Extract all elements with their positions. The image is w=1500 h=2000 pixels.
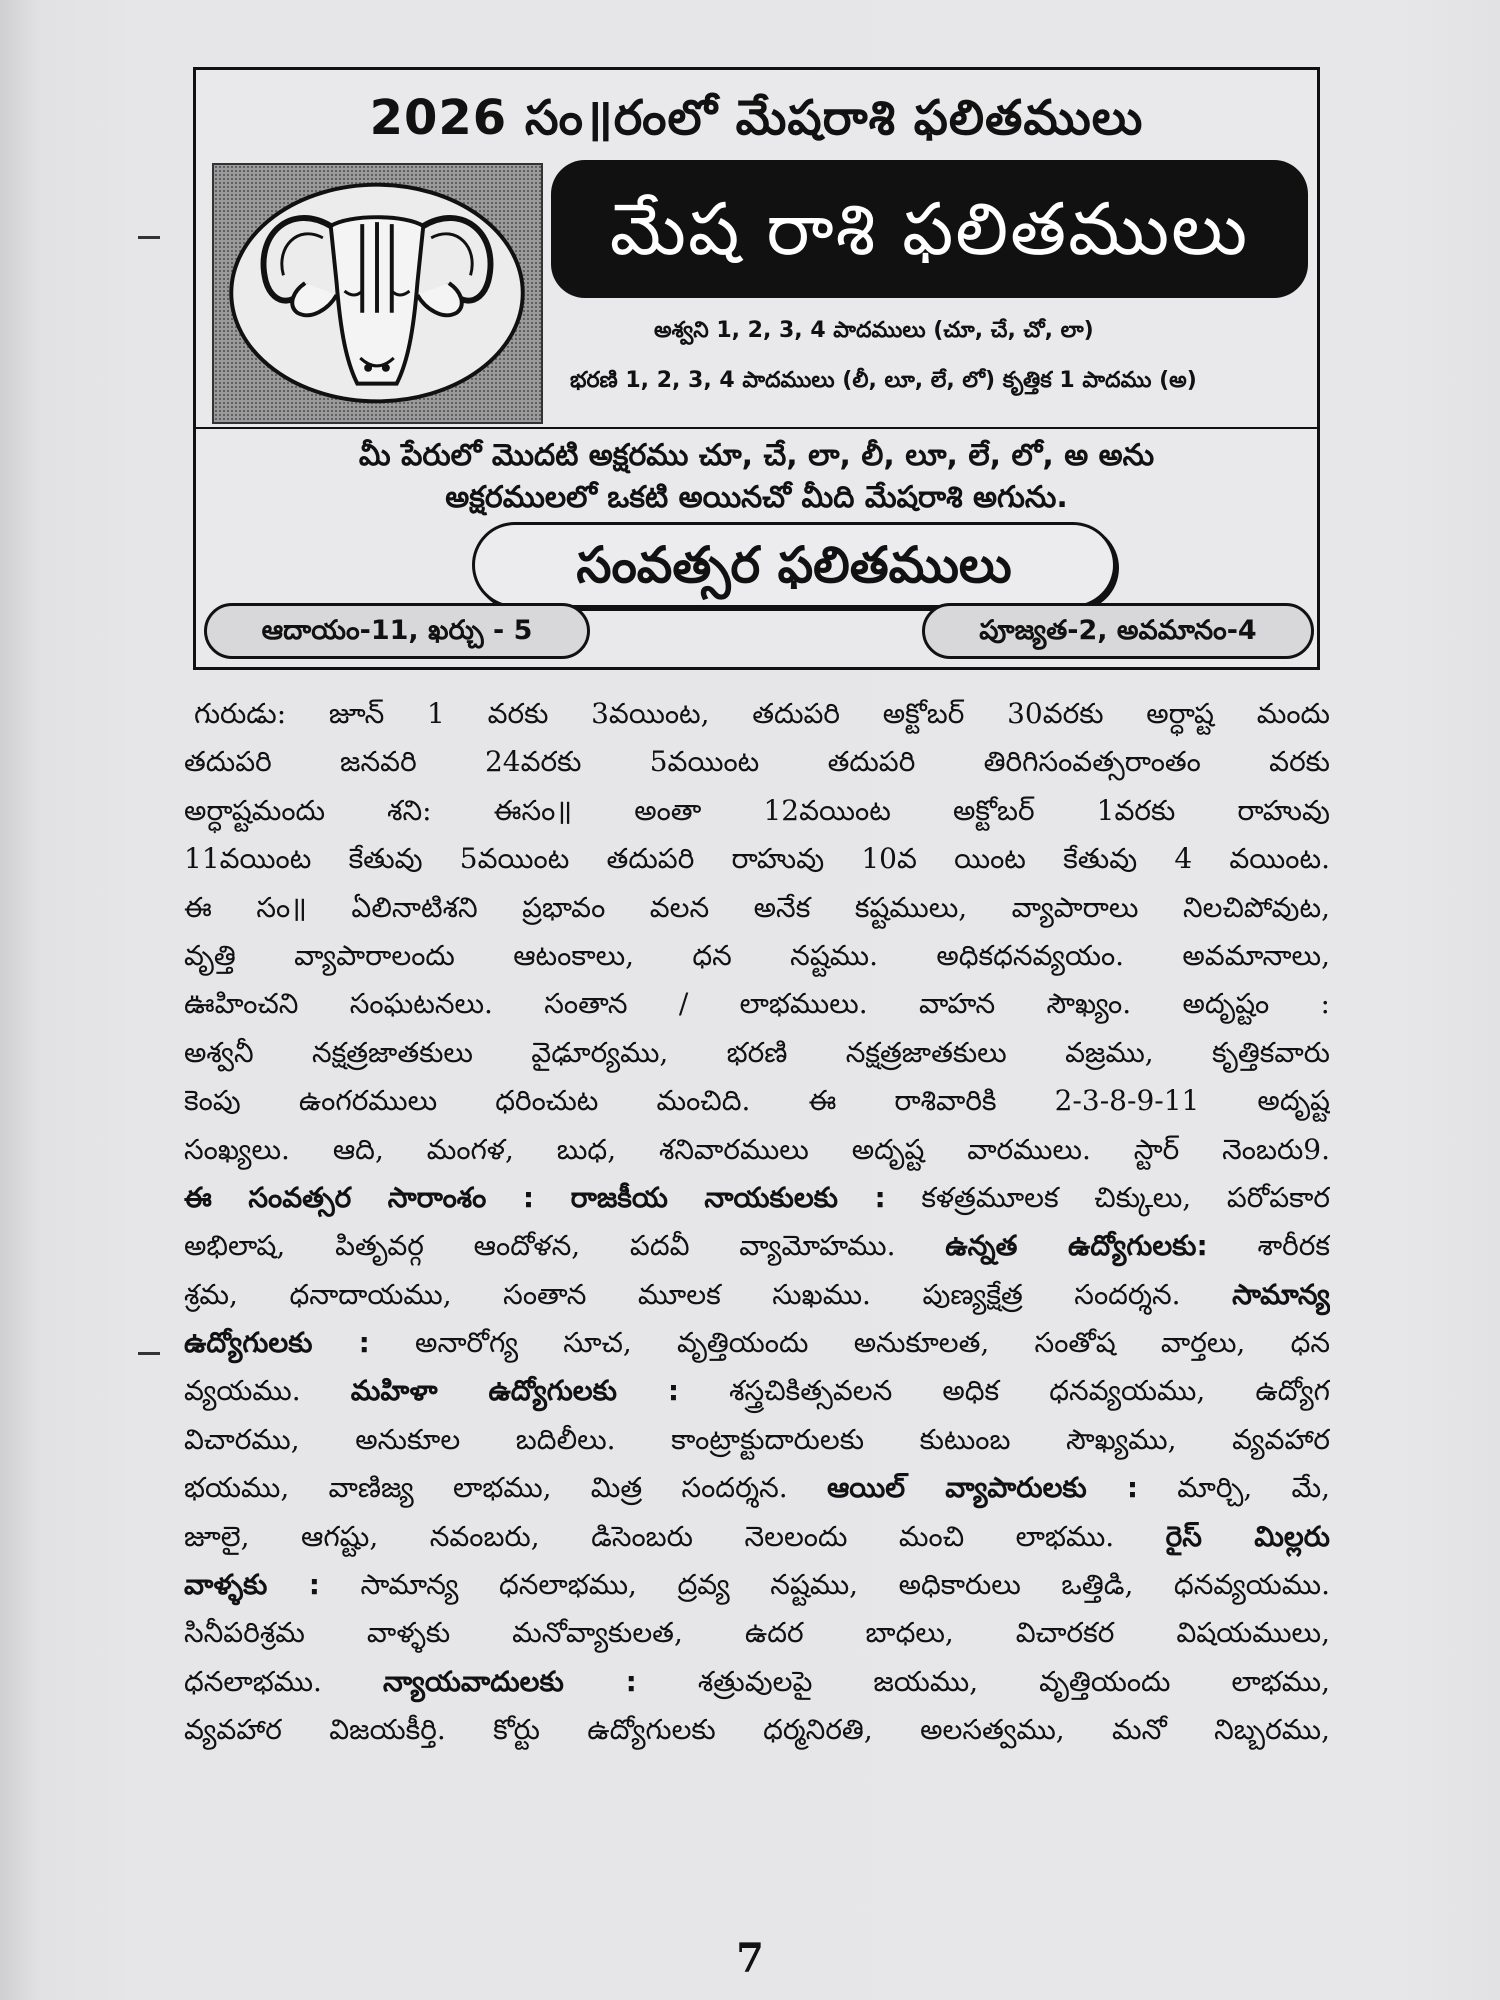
edge-mark xyxy=(138,236,160,239)
text-line: అర్ధాష్టమందు శని: ఈసం॥ అంతా 12వయింట అక్టోబర్ 1వరకు రాహువు xyxy=(184,793,1330,827)
text-line: కెంపు ఉంగరములు ధరించుట మంచిది. ఈ రాశివారికి 2-3-8-9-11 అదృష్ట xyxy=(184,1084,1330,1118)
text-line: సినీపరిశ్రమ వాళ్ళకు మనోవ్యాకులత, ఉదర బాధలు, విచారకర విషయములు, xyxy=(184,1616,1330,1650)
name-letters-line-1: మీ పేరులో మొదటి అక్షరము చూ, చే, లా, లీ, లూ, లే, లో, అ అను xyxy=(358,438,1155,473)
section-heading: ఆయిల్ వ్యాపారులకు : xyxy=(826,1471,1139,1505)
main-title: 2026 సం॥రంలో మేషరాశి ఫలితములు xyxy=(369,90,1144,146)
income-expense-badge: ఆదాయం-11, ఖర్చు - 5 xyxy=(204,603,590,659)
text-line: ఈ సం॥ ఏలినాటిశని ప్రభావం వలన అనేక కష్టములు, వ్యాపారాలు నిలచిపోవుట, xyxy=(184,890,1330,924)
text-line: శ్రమ, ధనాదాయము, సంతాన మూలక సుఖము. పుణ్యక్షేత్ర సందర్శన. సామాన్య xyxy=(184,1277,1330,1311)
name-letters-line-2: అక్షరములలో ఒకటి అయినచో మీది మేషరాశి అగును. xyxy=(445,480,1068,515)
text-line: అశ్వనీ నక్షత్రజాతకులు వైఢూర్యము, భరణి నక్షత్రజాతకులు వజ్రము, కృత్తికవారు xyxy=(184,1035,1330,1069)
honor-insult-badge: పూజ్యత-2, అవమానం-4 xyxy=(922,603,1314,659)
text-line: వాళ్ళకు : సామాన్య ధనలాభము, ద్రవ్య నష్టము, అధికారులు ఒత్తిడి, ధనవ్యయము. xyxy=(184,1568,1330,1602)
body-text xyxy=(184,690,1330,1755)
page-number: 7 xyxy=(736,1935,764,1982)
section-heading: సామాన్య xyxy=(1232,1277,1330,1311)
aries-emblem xyxy=(212,163,543,424)
text-line: వ్యయము. మహిళా ఉద్యోగులకు : శస్త్రచికిత్సవలన అధిక ధనవ్యయము, ఉద్యోగ xyxy=(184,1374,1330,1408)
text-line: అభిలాష, పితృవర్గ ఆందోళన, పదవీ వ్యామోహము. ఉన్నత ఉద్యోగులకు: శారీరక xyxy=(184,1229,1330,1263)
year-results-title: సంవత్సర ఫలితములు xyxy=(472,522,1116,608)
section-heading: రైస్ మిల్లరు xyxy=(1165,1519,1330,1553)
section-heading: న్యాయవాదులకు : xyxy=(382,1664,637,1698)
edge-mark xyxy=(138,1352,160,1355)
text-line: గురుడు: జూన్ 1 వరకు 3వయింట, తదుపరి అక్టోబర్ 30వరకు అర్ధాష్ట మందు xyxy=(194,697,1330,730)
sign-banner: మేష రాశి ఫలితములు xyxy=(551,160,1308,298)
text-line: వ్యవహార విజయకీర్తి. కోర్టు ఉద్యోగులకు ధర్మనిరతి, అలసత్వము, మనో నిబ్బరము, xyxy=(184,1713,1330,1747)
text-line: భయము, వాణిజ్య లాభము, మిత్ర సందర్శన. ఆయిల్ వ్యాపారులకు : మార్చి, మే, xyxy=(184,1471,1330,1505)
ram-head-icon xyxy=(214,165,541,422)
text-line: ఉద్యోగులకు : అనారోగ్య సూచ, వృత్తియందు అనుకూలత, సంతోష వార్తలు, ధన xyxy=(184,1326,1330,1360)
text-line: ఈ సంవత్సర సారాంశం : రాజకీయ నాయకులకు : కళత్రమూలక చిక్కులు, పరోపకార xyxy=(184,1180,1330,1214)
text-line: విచారము, అనుకూల బదిలీలు. కాంట్రాక్టుదారులకు కుటుంబ సౌఖ్యము, వ్యవహార xyxy=(184,1422,1330,1456)
section-heading: ఉద్యోగులకు : xyxy=(184,1326,370,1360)
section-heading: మహిళా ఉద్యోగులకు : xyxy=(350,1374,680,1408)
text-line: ధనలాభము. న్యాయవాదులకు : శత్రువులపై జయము, వృత్తియందు లాభము, xyxy=(184,1664,1330,1698)
text-line: 11వయింట కేతువు 5వయింట తదుపరి రాహువు 10వ యింట కేతువు 4 వయింట. xyxy=(184,842,1330,876)
nakshatra-bharani-krittika: భరణి 1, 2, 3, 4 పాదములు (లీ, లూ, లే, లో) కృత్తిక 1 పాదము (అ) xyxy=(570,368,1197,393)
section-heading: ఉన్నత ఉద్యోగులకు: xyxy=(945,1229,1208,1263)
text-line: సంఖ్యలు. ఆది, మంగళ, బుధ, శనివారములు అదృష్ట వారములు. స్టార్ నెంబరు9. xyxy=(184,1132,1330,1166)
section-heading: వాళ్ళకు : xyxy=(184,1568,320,1602)
section-heading: ఈ సంవత్సర సారాంశం : రాజకీయ నాయకులకు : xyxy=(184,1180,886,1214)
text-line: జూలై, ఆగష్టు, నవంబరు, డిసెంబరు నెలలందు మంచి లాభము. రైస్ మిల్లరు xyxy=(184,1519,1330,1553)
text-line: ఊహించని సంఘటనలు. సంతాన / లాభములు. వాహన సౌఖ్యం. అదృష్టం : xyxy=(184,987,1330,1021)
text-line: వృత్తి వ్యాపారాలందు ఆటంకాలు, ధన నష్టము. అధికధనవ్యయం. అవమానాలు, xyxy=(184,938,1330,972)
divider xyxy=(196,427,1317,429)
nakshatra-ashwini: అశ్వని 1, 2, 3, 4 పాదములు (చూ, చే, చో, లా) xyxy=(654,318,1094,343)
header-box xyxy=(193,67,1320,670)
text-line: తదుపరి జనవరి 24వరకు 5వయింట తదుపరి తిరిగిసంవత్సరాంతం వరకు xyxy=(184,745,1330,779)
